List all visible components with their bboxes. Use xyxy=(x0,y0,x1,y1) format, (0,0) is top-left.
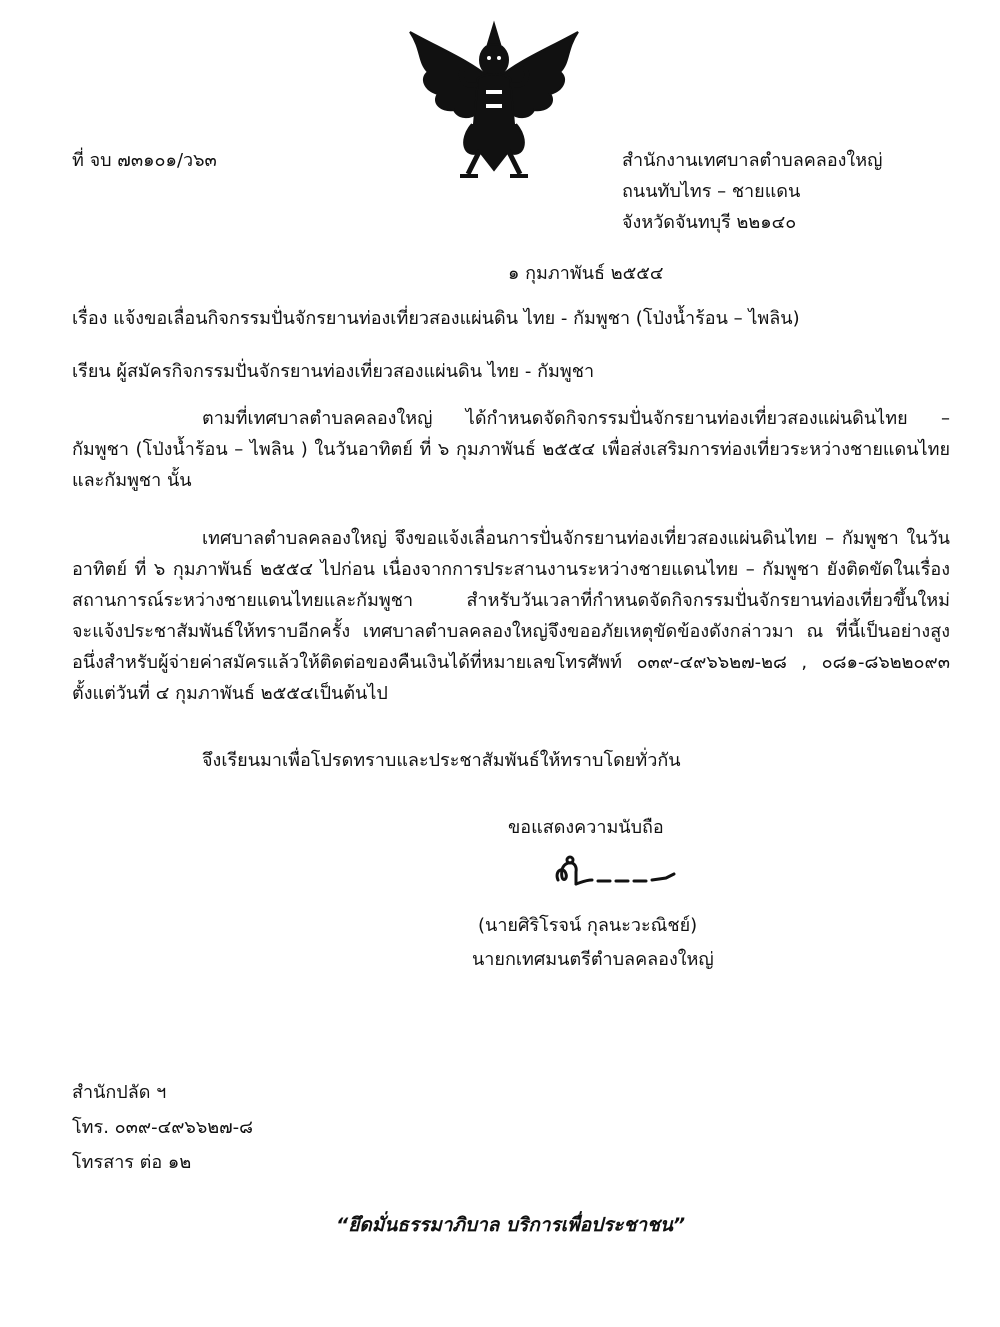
body-paragraph-1 xyxy=(72,403,950,496)
footer-fax: โทรสาร ต่อ ๑๒ xyxy=(72,1152,192,1173)
sender-road: ถนนทับไทร – ชายแดน xyxy=(622,181,801,202)
complimentary-close: ขอแสดงความนับถือ xyxy=(508,817,664,838)
footer-department: สำนักปลัด ฯ xyxy=(72,1082,167,1103)
letter-subject: เรื่อง แจ้งขอเลื่อนกิจกรรมปั่นจักรยานท่องเที่ยวสองแผ่นดิน ไทย - กัมพูชา (โป่งน้ำร้อน – ไพลิน) xyxy=(72,308,800,329)
letter-recipient: เรียน ผู้สมัครกิจกรรมปั่นจักรยานท่องเที่ยวสองแผ่นดิน ไทย - กัมพูชา xyxy=(72,361,595,382)
sender-office: สำนักงานเทศบาลตำบลคลองใหญ่ xyxy=(622,150,883,171)
letter-date: ๑ กุมภาพันธ์ ๒๕๕๔ xyxy=(508,263,664,284)
paragraph-1-text: ตามที่เทศบาลตำบลคลองใหญ่ ได้กำหนดจัดกิจกรรมปั่นจักรยานท่องเที่ยวสองแผ่นดินไทย – กัมพูชา (โป่งน้ำร้อน – ไพลิน ) ในวันอาทิตย์ ที่ ๖ กุมภาพันธ์ ๒๕๕๔ เพื่อส่งเสริมการท่องเที่ยวระหว่างชายแดนไทยและกัมพูชา นั้น xyxy=(72,408,950,491)
footer-phone: โทร. ๐๓๙-๔๙๖๖๒๗-๘ xyxy=(72,1117,254,1138)
signatory-position: นายกเทศมนตรีตำบลคลองใหญ่ xyxy=(472,949,714,970)
signature-icon xyxy=(548,850,688,892)
signatory-name: (นายศิริโรจน์ กุลนะวะณิชย์) xyxy=(478,915,698,936)
document-number: ที่ จบ ๗๓๑๐๑/ว๖๓ xyxy=(72,150,217,171)
closing-sentence: จึงเรียนมาเพื่อโปรดทราบและประชาสัมพันธ์ให้ทราบโดยทั่วกัน xyxy=(202,750,681,771)
paragraph-2-text: เทศบาลตำบลคลองใหญ่ จึงขอแจ้งเลื่อนการปั่นจักรยานท่องเที่ยวสองแผ่นดินไทย – กัมพูชา ในวันอาทิตย์ ที่ ๖ กุมภาพันธ์ ๒๕๕๔ ไปก่อน เนื่องจากการประสานงานระหว่างชายแดนไทย – กัมพูชา ยังติดขัดในเรื่องสถานการณ์ระหว่างชายแดนไทยและกัมพูชา สำหรับวันเวลาที่กำหนดจัดกิจกรรมปั่นจักรยานท่องเที่ยวขึ้นใหม่จะแจ้งประชาสัมพันธ์ให้ทราบอีกครั้ง เทศบาลตำบลคลองใหญ่จึงขออภัยเหตุขัดข้องดังกล่าวมา ณ ที่นี้เป็นอย่างสูง อนึ่งสำหรับผู้จ่ายค่าสมัครแล้วให้ติดต่อของคืนเงินได้ที่หมายเลขโทรศัพท์ ๐๓๙-๔๙๖๖๒๗-๒๘ , ๐๘๑-๘๖๒๒๐๙๓ ตั้งแต่วันที่ ๔ กุมภาพันธ์ ๒๕๕๔เป็นต้นไป xyxy=(72,528,950,704)
body-paragraph-2 xyxy=(72,523,950,709)
motto: “ยึดมั่นธรรมาภิบาล บริการเพื่อประชาชน” xyxy=(336,1214,686,1236)
garuda-emblem-icon xyxy=(398,20,590,182)
sender-province: จังหวัดจันทบุรี ๒๒๑๔๐ xyxy=(622,212,797,233)
